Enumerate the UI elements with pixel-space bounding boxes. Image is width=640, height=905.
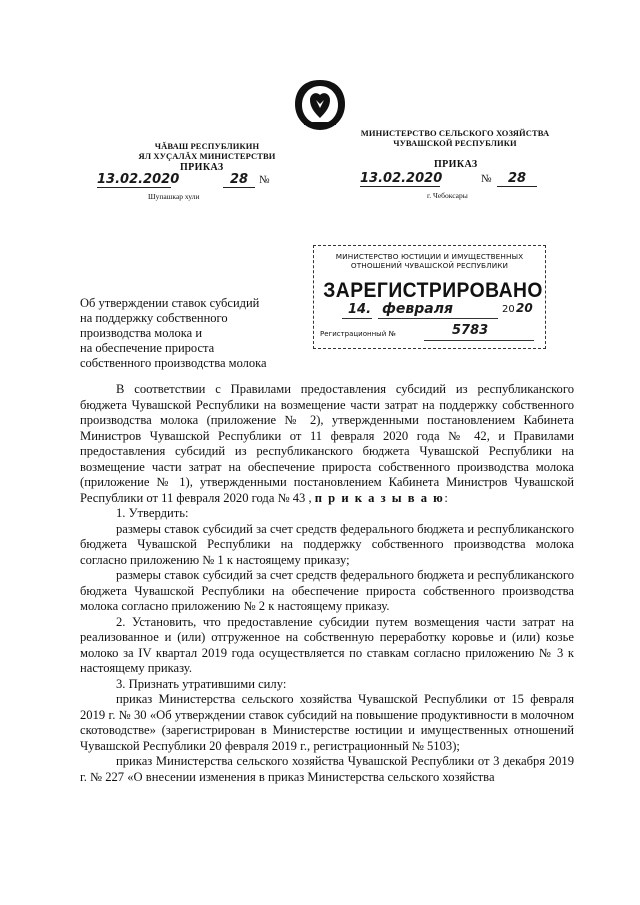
left-date-line bbox=[97, 172, 287, 192]
stamp-registration-row bbox=[320, 323, 540, 342]
right-city: г. Чебоксары bbox=[427, 191, 468, 200]
stamp-org-line-2: ОТНОШЕНИЙ ЧУВАШСКОЙ РЕСПУБЛИКИ bbox=[350, 261, 509, 270]
left-number-sign: № bbox=[259, 174, 270, 186]
title-line-4: на обеспечение прироста bbox=[80, 341, 215, 355]
right-number-sign: № bbox=[481, 173, 492, 185]
document-body bbox=[80, 382, 574, 785]
intro-text: В соответствии с Правилами предоставления субсидий из республиканского бюджета Чувашской Республики на возмещение части затрат на поддержку собственного производства молока (приложение № 2), утвержденными постановлением Кабинета Министров Чувашской Республики от 11 февраля 2020 года № 42, и Правилами предоставления субсидий из республиканского бюджета Чувашской Республики на возмещение части затрат на обеспечение прироста собственного производства молока (приложение № 1), утвержденными постановлением Кабинета Министров Чувашской Республики от 11 февраля 2020 года № 43 , bbox=[80, 382, 574, 505]
item-2: 2. Установить, что предоставление субсидии путем возмещения части затрат на реализованное и (или) отгруженное на собственную переработку коровье и (или) козье молоко за IV квартал 2019 года осуществляется по ставкам согласно приложению № 3 к настоящему приказу. bbox=[80, 614, 574, 675]
left-org-line-2: ЯЛ ХУÇАЛĂХ МИНИСТЕРСТВИ bbox=[138, 151, 276, 161]
item-1b: размеры ставок субсидий за счет средств федерального бюджета и республиканского бюджета Чувашской Республики на обеспечение прироста собственного производства молока согласно приложению № 2 к настоящему приказу. bbox=[80, 568, 574, 613]
left-city: Шупашкар хули bbox=[148, 192, 200, 201]
right-org-line-2: ЧУВАШСКОЙ РЕСПУБЛИКИ bbox=[393, 138, 517, 148]
right-date-line bbox=[360, 171, 550, 191]
registration-stamp bbox=[313, 245, 546, 349]
left-organization-name bbox=[132, 141, 282, 161]
right-org-line-1: МИНИСТЕРСТВО СЕЛЬСКОГО ХОЗЯЙСТВА bbox=[360, 128, 550, 138]
left-org-line-1: ЧĂВАШ РЕСПУБЛИКИН bbox=[154, 141, 260, 151]
right-prikaz-title: ПРИКАЗ bbox=[434, 159, 478, 170]
title-line-3: производства молока и bbox=[80, 326, 203, 340]
right-number: 28 bbox=[497, 171, 537, 187]
item-3a: приказ Министерства сельского хозяйства Чувашской Республики от 15 февраля 2019 г. № 30 «Об утверждении ставок субсидий на повышение продуктивности в молочном скотоводстве» (зарегистрирован в Министерстве юстиции и имущественных отношений Чувашской Республики 20 февраля 2019 г., регистрационный № 5103); bbox=[80, 692, 574, 753]
stamp-date-row bbox=[320, 301, 540, 321]
item-1: 1. Утвердить: bbox=[116, 506, 189, 520]
left-date: 13.02.2020 bbox=[97, 172, 180, 187]
coat-of-arms-emblem bbox=[292, 78, 348, 132]
right-organization-name bbox=[360, 128, 550, 148]
item-1a: размеры ставок субсидий за счет средств федерального бюджета и республиканского бюджета Чувашской Республики на поддержку собственного производства молока согласно приложению № 1 к настоящему приказу; bbox=[80, 521, 574, 567]
stamp-org-line-1: МИНИСТЕРСТВО ЮСТИЦИИ И ИМУЩЕСТВЕННЫХ bbox=[335, 252, 524, 261]
title-line-5: собственного производства молока bbox=[80, 356, 267, 370]
stamp-reg-underline bbox=[424, 340, 534, 341]
prikazyvayu-colon: : bbox=[444, 490, 448, 505]
stamp-year-prefix: 20 bbox=[502, 304, 515, 315]
stamp-month-underline bbox=[378, 318, 498, 319]
right-date: 13.02.2020 bbox=[360, 171, 443, 186]
prikazyvayu-text: п р и к а з ы в а ю bbox=[314, 490, 445, 505]
document-title bbox=[80, 296, 280, 371]
stamp-day: 14. bbox=[348, 302, 372, 317]
left-prikaz-title: ПРИКАЗ bbox=[180, 162, 224, 173]
stamp-year: 20 bbox=[516, 301, 533, 315]
left-number: 28 bbox=[223, 172, 255, 188]
intro-paragraph bbox=[80, 382, 574, 506]
title-line-2: на поддержку собственного bbox=[80, 311, 228, 325]
stamp-organization bbox=[314, 252, 545, 270]
stamp-reg-number: 5783 bbox=[452, 323, 489, 338]
stamp-month: февраля bbox=[382, 301, 453, 317]
stamp-day-underline bbox=[342, 318, 372, 319]
title-line-1: Об утверждении ставок субсидий bbox=[80, 296, 260, 310]
stamp-registered-text: ЗАРЕГИСТРИРОВАНО bbox=[323, 279, 543, 302]
item-3b: приказ Министерства сельского хозяйства Чувашской Республики от 3 декабря 2019 г. № 227 «О внесении изменения в приказ Министерства сельского хозяйства bbox=[80, 754, 574, 784]
item-3: 3. Признать утратившими силу: bbox=[116, 676, 287, 691]
stamp-reg-label: Регистрационный № bbox=[320, 330, 396, 338]
